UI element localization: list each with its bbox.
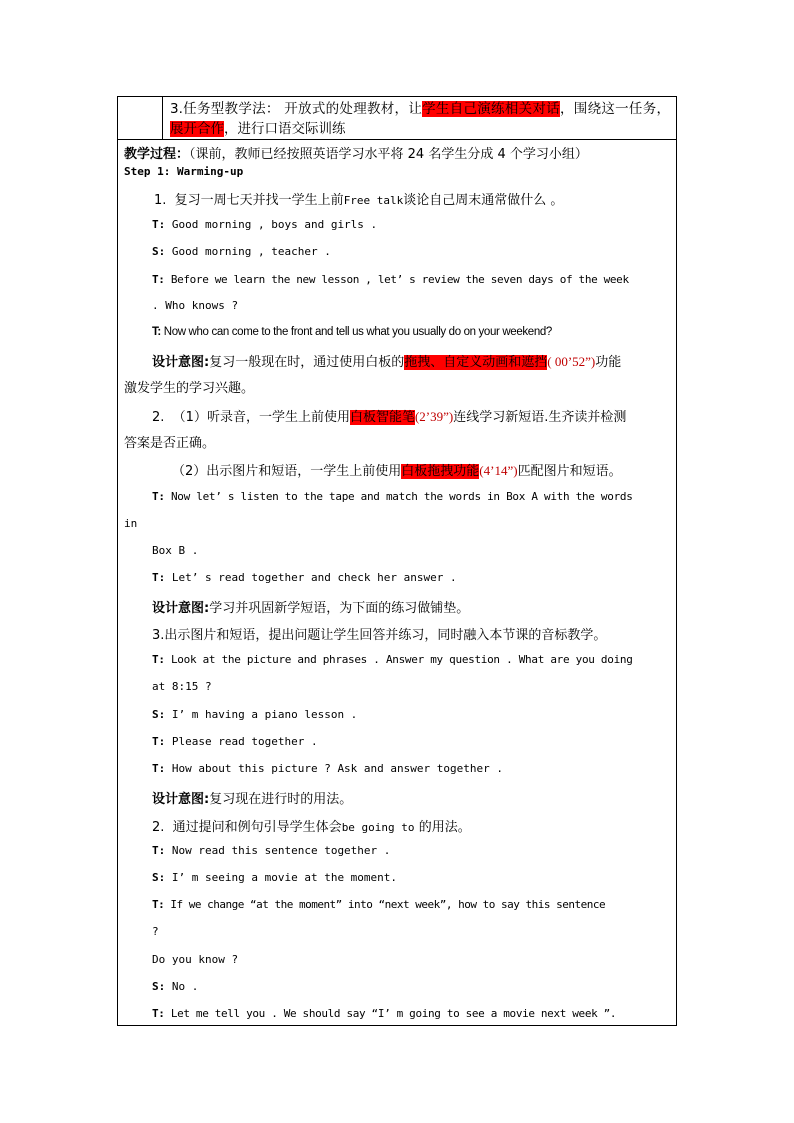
highlight-drag-function: 白板拖拽功能 (401, 464, 480, 479)
item1-text: 1. 复习一周七天并找一学生上前Free talk谈论自己周末通常做什么 。 (154, 193, 564, 208)
dialogue-line: Do you know ? (152, 953, 239, 966)
dialogue-line: S: Good morning , teacher . (152, 245, 331, 258)
dialogue-line: T: Now read this sentence together . (152, 844, 391, 857)
highlight-smart-pen: 白板智能笔 (349, 410, 415, 425)
step1-heading: Step 1: Warming-up (124, 165, 244, 178)
dialogue-line: ? (152, 925, 159, 938)
dialogue-line: S: I’ m seeing a movie at the moment. (152, 871, 398, 884)
item4-line: 2. 通过提问和例句引导学生体会be going to 的用法。 (152, 820, 471, 835)
item2-sub-line: （2）出示图片和短语，一学生上前使用白板拖拽功能(4’14”)匹配图片和短语。 (172, 463, 622, 479)
highlight-cooperation: 展开合作 (170, 121, 224, 137)
dialogue-line: T: Let me tell you . We should say “I’ m going to see a movie next week ”. (152, 1007, 617, 1020)
process-heading: 教学过程： (124, 147, 190, 162)
intent2-line: 设计意图:学习并巩固新学短语，为下面的练习做铺垫。 (152, 601, 470, 616)
dialogue-line: . Who knows ? (152, 299, 239, 312)
dialogue-line: T: Now let’ s listen to the tape and match the words in Box A with the words (152, 490, 633, 503)
teaching-method-row (118, 97, 676, 140)
dialogue-line: S: I’ m having a piano lesson . (152, 708, 358, 721)
item2-line2: 答案是否正确。 (124, 436, 216, 451)
highlight-whiteboard-drag: 拖拽、自定义动画和遮挡 (404, 355, 548, 370)
dialogue-line: T: Before we learn the new lesson , let’ s review the seven days of the week (152, 273, 629, 286)
dialogue-line: T: Look at the picture and phrases . Answer my question . What are you doing (152, 653, 633, 666)
dialogue-line: T: How about this picture ? Ask and answer together . (152, 762, 504, 775)
item2-line: 2. （1）听录音，一学生上前使用白板智能笔(2’39”)连线学习新短语.生齐读并检测 (152, 409, 627, 425)
dialogue-line: at 8:15 ? (152, 680, 212, 693)
dialogue-line: T: Let’ s read together and check her answer . (152, 571, 457, 584)
task-based-method-text: 3.任务型教学法： 开放式的处理教材，让学生自己演练相关对话，围绕这一任务，展开合作，进行口语交际训练 (170, 101, 671, 137)
dialogue-line: T: If we change “at the moment” into “next week”, how to say this sentence (152, 898, 606, 911)
intent1-line: 设计意图:复习一般现在时，通过使用白板的拖拽、自定义动画和遮挡( 00’52”)功能 (152, 354, 622, 370)
row-label-cell (118, 97, 163, 139)
intent3-line: 设计意图:复习现在进行时的用法。 (152, 792, 353, 807)
dialogue-line: S: No . (152, 980, 199, 993)
intent1-line2: 激发学生的学习兴趣。 (124, 381, 255, 396)
dialogue-line: T: Good morning , boys and girls . (152, 218, 378, 231)
item3-line: 3.出示图片和短语，提出问题让学生回答并练习，同时融入本节课的音标教学。 (152, 628, 607, 643)
highlight-practice-dialogue: 学生自己演练相关对话 (422, 101, 560, 117)
process-note: （课前，教师已经按照英语学习水平将 24 名学生分成 4 个学习小组） (189, 147, 588, 162)
lesson-plan-table (117, 96, 677, 1026)
dialogue-line: Box B . (152, 544, 199, 557)
dialogue-line: in (124, 517, 138, 530)
dialogue-line: T: Please read together . (152, 735, 318, 748)
process-heading-line (124, 143, 588, 162)
dialogue-line: T: Now who can come to the front and tell us what you usually do on your weekend? (152, 326, 552, 338)
